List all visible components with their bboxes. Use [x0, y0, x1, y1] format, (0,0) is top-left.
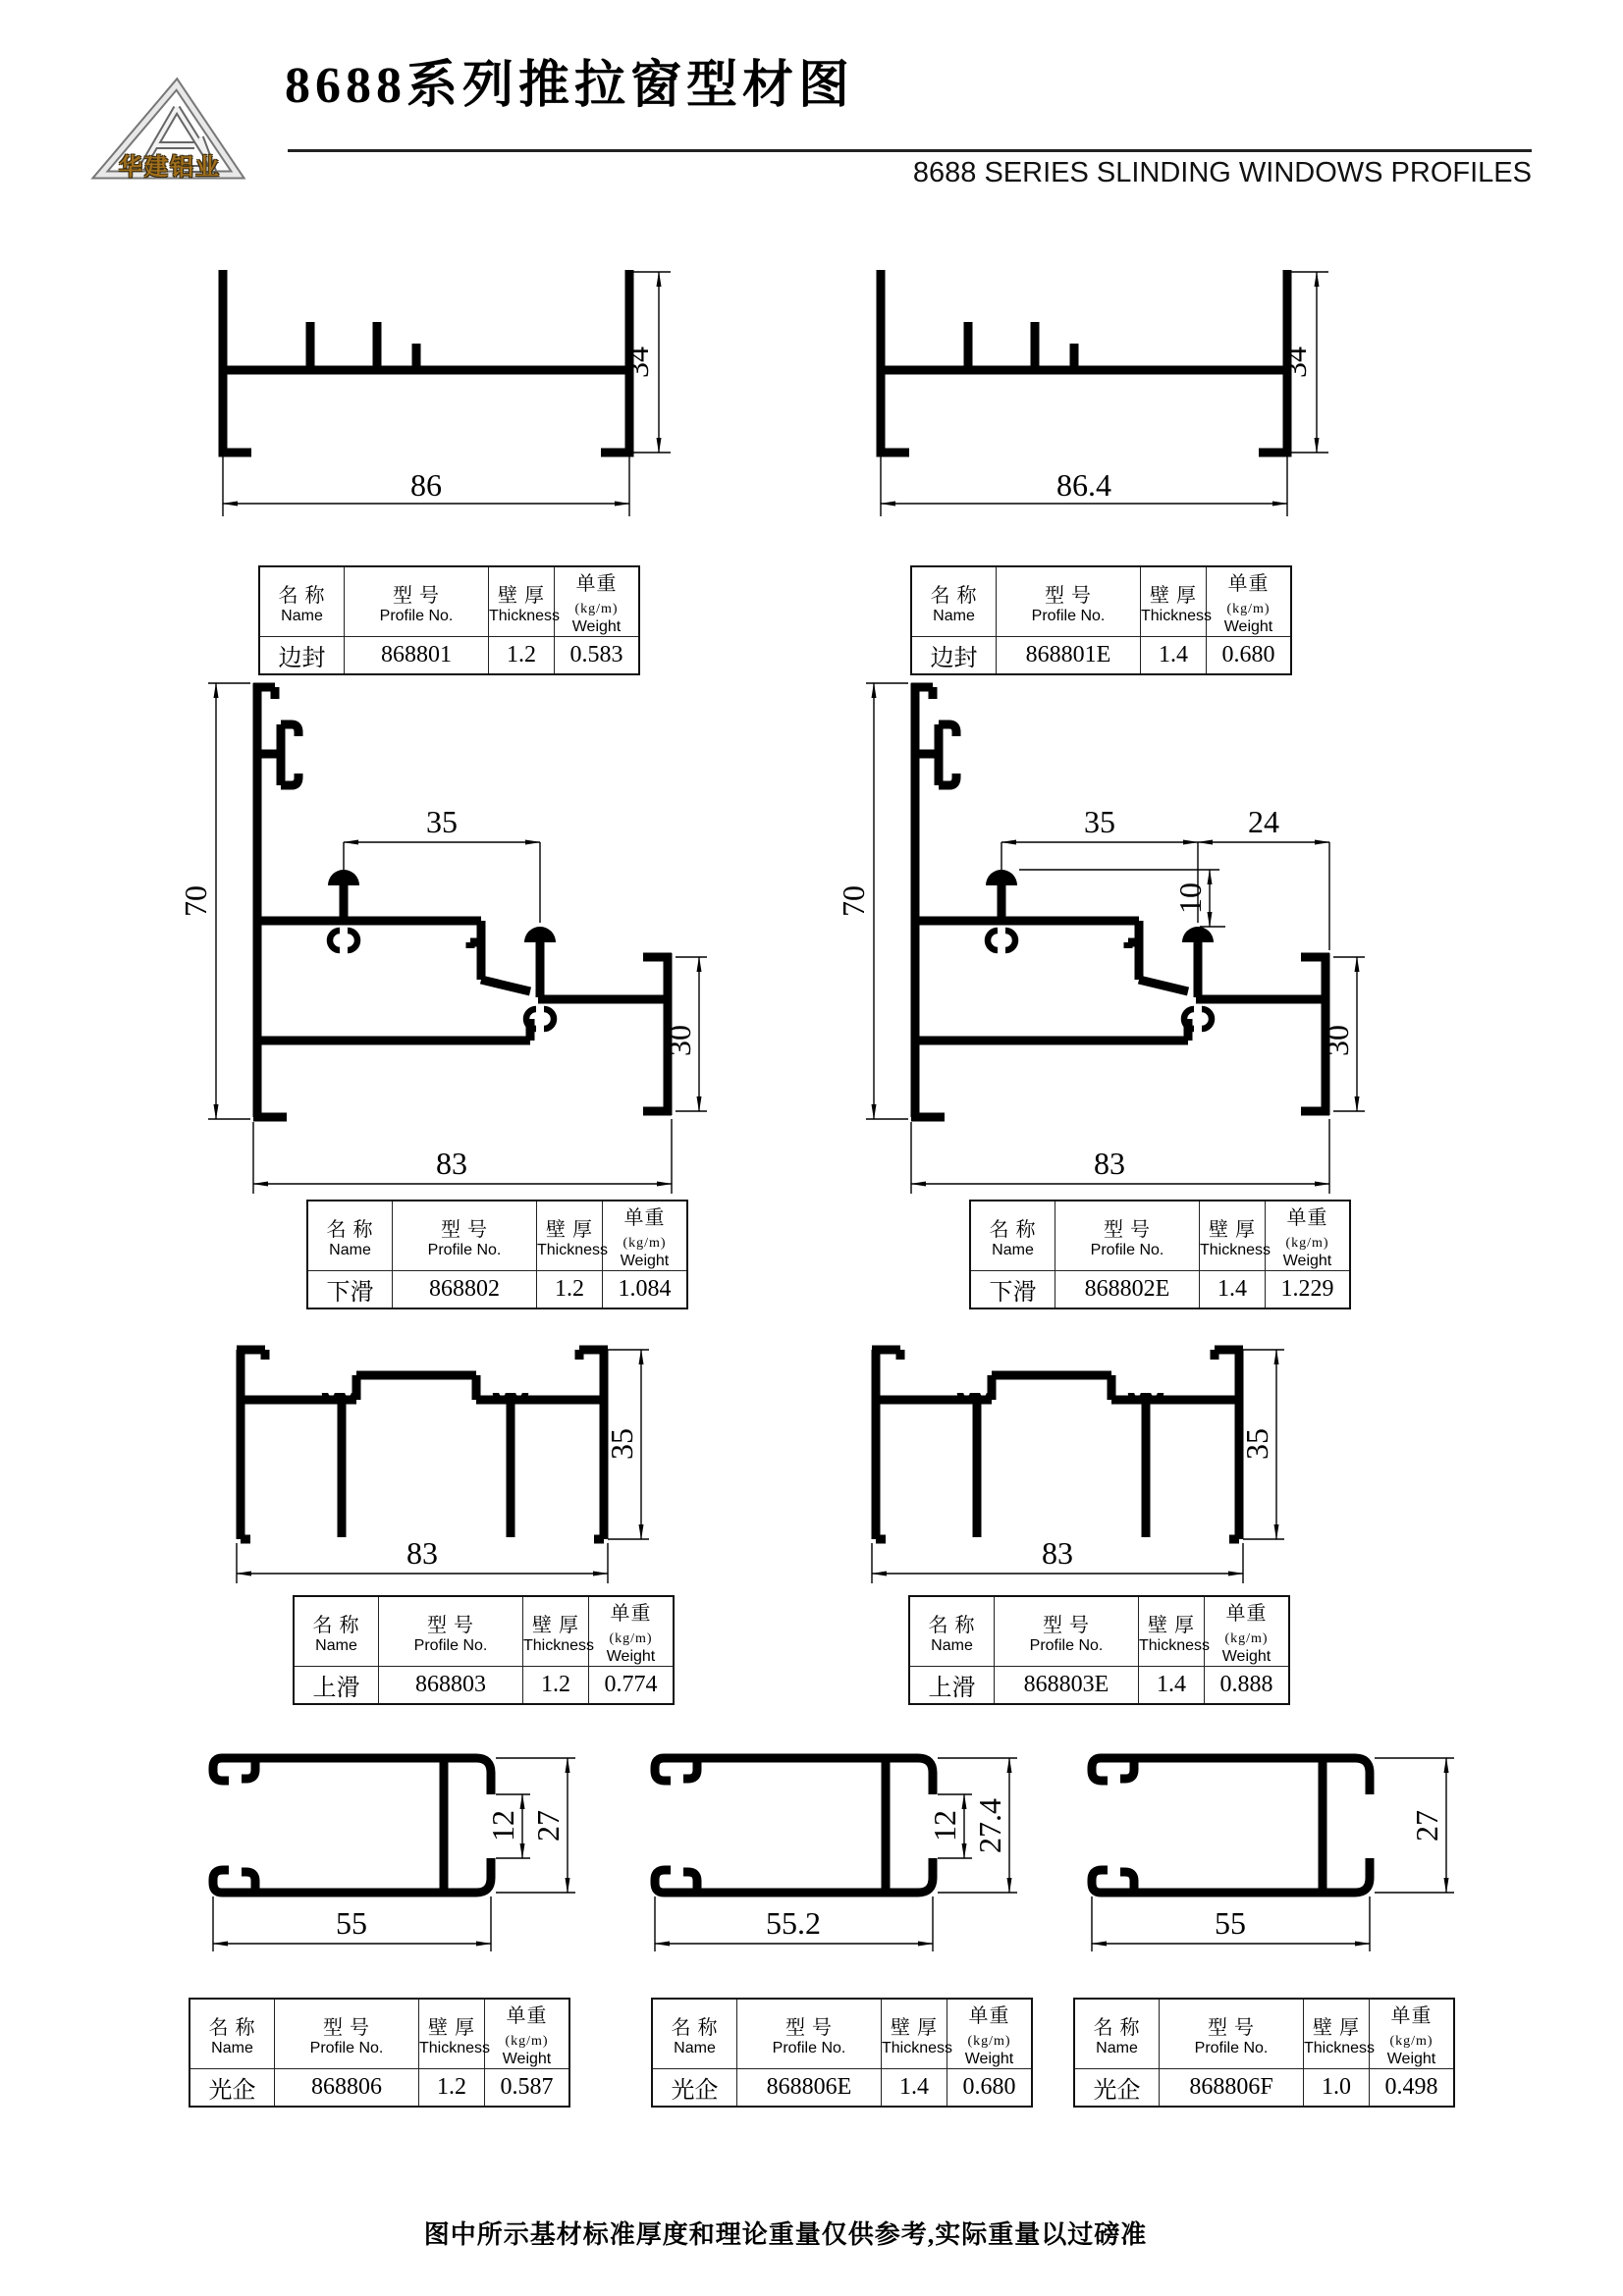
col-weight-cn: 单重(kg/m) — [574, 573, 619, 616]
col-thickness-en: Thickness — [489, 607, 561, 624]
col-name-en: Name — [931, 1636, 973, 1654]
cell-name: 上滑 — [294, 1667, 379, 1705]
spec-table-868801E — [910, 565, 1292, 675]
col-weight-cn: 单重(kg/m) — [609, 1603, 653, 1646]
col-name-cn: 名 称 — [930, 584, 978, 607]
col-thickness-cn: 壁 厚 — [1150, 584, 1197, 607]
col-name-en: Name — [315, 1636, 357, 1654]
col-model-en: Profile No. — [1029, 1636, 1104, 1654]
table-row — [909, 1667, 1289, 1705]
cell-thickness: 1.4 — [1141, 637, 1207, 675]
dim-height: 34 — [1277, 347, 1313, 378]
col-weight-cn: 单重(kg/m) — [1226, 573, 1271, 616]
col-model-en: Profile No. — [413, 1636, 488, 1654]
col-thickness-cn: 壁 厚 — [498, 584, 545, 607]
dim-gap: 12 — [927, 1810, 962, 1842]
cell-profile-no: 868801E — [997, 637, 1141, 675]
cell-name: 光企 — [1074, 2069, 1160, 2108]
dim-width: 55 — [1215, 1905, 1246, 1941]
table-row — [652, 2069, 1032, 2108]
spec-table-868806F — [1073, 1998, 1455, 2108]
col-weight-en: Weight — [620, 1253, 670, 1269]
dim-width: 55.2 — [766, 1905, 821, 1941]
col-model-en: Profile No. — [309, 2039, 384, 2056]
cell-profile-no: 868801 — [345, 637, 489, 675]
col-name-cn: 名 称 — [671, 2016, 719, 2039]
col-name-cn: 名 称 — [208, 2016, 256, 2039]
table-row — [189, 2069, 569, 2108]
cell-thickness: 1.0 — [1304, 2069, 1370, 2108]
table-row — [307, 1271, 687, 1309]
col-thickness-cn: 壁 厚 — [532, 1614, 579, 1636]
spec-table-868801 — [258, 565, 640, 675]
cell-profile-no: 868803 — [379, 1667, 523, 1705]
col-name-cn: 名 称 — [989, 1218, 1037, 1241]
drawing-868802E — [836, 675, 1424, 1205]
cell-weight: 1.084 — [603, 1271, 688, 1309]
cell-thickness: 1.2 — [523, 1667, 589, 1705]
dim-height: 35 — [1239, 1428, 1274, 1460]
table-row — [1074, 2069, 1454, 2108]
spec-table-868806 — [189, 1998, 570, 2108]
drawing-868806E — [599, 1742, 1031, 1966]
dim-width: 83 — [406, 1535, 438, 1571]
col-thickness-cn: 壁 厚 — [1209, 1218, 1256, 1241]
col-model-cn: 型 号 — [785, 2016, 833, 2039]
drawing-868801 — [214, 263, 734, 526]
drawing-868806 — [157, 1742, 589, 1966]
col-model-cn: 型 号 — [1208, 2016, 1255, 2039]
cell-thickness: 1.4 — [882, 2069, 947, 2108]
cell-thickness: 1.4 — [1200, 1271, 1266, 1309]
cell-weight: 0.583 — [555, 637, 640, 675]
col-model-en: Profile No. — [427, 1241, 502, 1258]
col-thickness-cn: 壁 厚 — [546, 1218, 593, 1241]
drawing-868803E — [854, 1338, 1365, 1591]
cell-profile-no: 868806F — [1160, 2069, 1304, 2108]
cell-name: 边封 — [911, 637, 997, 675]
cell-profile-no: 868806 — [275, 2069, 419, 2108]
table-row — [911, 637, 1291, 675]
drawing-868806F — [1036, 1742, 1468, 1966]
col-name-cn: 名 称 — [278, 584, 326, 607]
drawing-868801E — [872, 263, 1392, 526]
col-weight-en: Weight — [606, 1648, 656, 1665]
dim-width: 86 — [410, 467, 442, 503]
col-model-en: Profile No. — [379, 607, 454, 624]
col-weight-cn: 单重(kg/m) — [622, 1207, 667, 1251]
col-thickness-en: Thickness — [1141, 607, 1213, 624]
col-weight-cn: 单重(kg/m) — [1389, 2005, 1434, 2049]
cell-profile-no: 868802 — [393, 1271, 537, 1309]
col-model-cn: 型 号 — [1104, 1218, 1151, 1241]
dim-right-height: 30 — [1320, 1025, 1355, 1056]
col-weight-en: Weight — [964, 2051, 1014, 2067]
cell-weight: 0.680 — [1207, 637, 1292, 675]
spec-table-868802E — [969, 1200, 1351, 1309]
dim-track-to-edge: 24 — [1248, 804, 1279, 839]
col-model-cn: 型 号 — [393, 584, 440, 607]
col-weight-en: Weight — [1221, 1648, 1271, 1665]
col-thickness-en: Thickness — [523, 1636, 595, 1654]
spec-table-868806E — [651, 1998, 1033, 2108]
col-thickness-cn: 壁 厚 — [428, 2016, 475, 2039]
cell-name: 光企 — [652, 2069, 737, 2108]
col-model-en: Profile No. — [772, 2039, 846, 2056]
table-row — [259, 637, 639, 675]
drawing-868802 — [178, 675, 766, 1205]
col-name-en: Name — [674, 2039, 716, 2056]
dim-height: 70 — [178, 885, 213, 917]
col-model-en: Profile No. — [1090, 1241, 1164, 1258]
col-weight-en: Weight — [1223, 618, 1273, 635]
cell-name: 下滑 — [307, 1271, 393, 1309]
cell-thickness: 1.4 — [1139, 1667, 1205, 1705]
col-weight-en: Weight — [502, 2051, 552, 2067]
dim-height: 27.4 — [972, 1798, 1007, 1853]
col-weight-en: Weight — [1386, 2051, 1436, 2067]
col-thickness-cn: 壁 厚 — [1313, 2016, 1360, 2039]
col-weight-en: Weight — [571, 618, 622, 635]
col-model-cn: 型 号 — [323, 2016, 370, 2039]
dim-right-height: 30 — [662, 1025, 697, 1056]
col-model-cn: 型 号 — [1045, 584, 1092, 607]
drawing-868803 — [219, 1338, 730, 1591]
cell-name: 上滑 — [909, 1667, 995, 1705]
col-name-en: Name — [329, 1241, 371, 1258]
dim-width: 86.4 — [1056, 467, 1111, 503]
col-model-cn: 型 号 — [1043, 1614, 1090, 1636]
cell-name: 光企 — [189, 2069, 275, 2108]
footer-note: 图中所示基材标准厚度和理论重量仅供参考,实际重量以过磅准 — [423, 2220, 1148, 2249]
dim-track-span: 35 — [1084, 804, 1115, 839]
cell-thickness: 1.2 — [489, 637, 555, 675]
spec-table-868802 — [306, 1200, 688, 1309]
col-thickness-en: Thickness — [537, 1241, 609, 1258]
cell-weight: 0.587 — [485, 2069, 570, 2108]
col-name-en: Name — [211, 2039, 253, 2056]
col-thickness-en: Thickness — [1304, 2039, 1376, 2056]
dim-height: 35 — [604, 1428, 639, 1460]
col-model-cn: 型 号 — [441, 1218, 488, 1241]
col-weight-cn: 单重(kg/m) — [505, 2005, 549, 2049]
col-thickness-en: Thickness — [1200, 1241, 1271, 1258]
col-model-en: Profile No. — [1194, 2039, 1269, 2056]
page-title: 8688系列推拉窗型材图 — [285, 58, 855, 114]
dim-gap: 12 — [485, 1810, 520, 1842]
col-model-cn: 型 号 — [427, 1614, 474, 1636]
dim-width: 83 — [436, 1146, 467, 1181]
spec-table-868803E — [908, 1595, 1290, 1705]
col-name-cn: 名 称 — [326, 1218, 374, 1241]
dim-width: 83 — [1094, 1146, 1125, 1181]
cell-thickness: 1.2 — [537, 1271, 603, 1309]
col-thickness-cn: 壁 厚 — [891, 2016, 938, 2039]
col-thickness-en: Thickness — [882, 2039, 953, 2056]
col-thickness-en: Thickness — [1139, 1636, 1211, 1654]
cell-name: 下滑 — [970, 1271, 1055, 1309]
col-name-en: Name — [933, 607, 975, 624]
cell-profile-no: 868802E — [1055, 1271, 1200, 1309]
company-name: 华建铝业 — [119, 155, 221, 181]
dim-track-drop: 10 — [1172, 882, 1208, 914]
dim-width: 55 — [336, 1905, 367, 1941]
cell-weight: 0.888 — [1205, 1667, 1290, 1705]
dim-height: 27 — [530, 1810, 566, 1842]
spec-table-868803 — [293, 1595, 675, 1705]
col-weight-cn: 单重(kg/m) — [1224, 1603, 1269, 1646]
dim-width: 83 — [1042, 1535, 1073, 1571]
cell-profile-no: 868806E — [737, 2069, 882, 2108]
col-name-cn: 名 称 — [312, 1614, 360, 1636]
col-thickness-cn: 壁 厚 — [1148, 1614, 1195, 1636]
col-weight-cn: 单重(kg/m) — [1285, 1207, 1329, 1251]
col-name-en: Name — [992, 1241, 1034, 1258]
col-thickness-en: Thickness — [419, 2039, 491, 2056]
cell-weight: 0.680 — [947, 2069, 1033, 2108]
cell-thickness: 1.2 — [419, 2069, 485, 2108]
col-name-en: Name — [1096, 2039, 1138, 2056]
col-weight-en: Weight — [1282, 1253, 1332, 1269]
cell-profile-no: 868803E — [995, 1667, 1139, 1705]
col-name-cn: 名 称 — [928, 1614, 976, 1636]
cell-name: 边封 — [259, 637, 345, 675]
col-model-en: Profile No. — [1031, 607, 1106, 624]
page-subtitle-en: 8688 SERIES SLINDING WINDOWS PROFILES — [912, 157, 1532, 188]
dim-height: 34 — [620, 347, 655, 378]
col-weight-cn: 单重(kg/m) — [967, 2005, 1011, 2049]
table-row — [294, 1667, 674, 1705]
table-row — [970, 1271, 1350, 1309]
title-divider — [288, 149, 1532, 152]
dim-track-span: 35 — [426, 804, 458, 839]
col-name-cn: 名 称 — [1093, 2016, 1141, 2039]
cell-weight: 1.229 — [1266, 1271, 1351, 1309]
cell-weight: 0.498 — [1370, 2069, 1455, 2108]
cell-weight: 0.774 — [589, 1667, 675, 1705]
dim-height: 27 — [1409, 1810, 1444, 1842]
col-name-en: Name — [281, 607, 323, 624]
dim-height: 70 — [836, 885, 871, 917]
